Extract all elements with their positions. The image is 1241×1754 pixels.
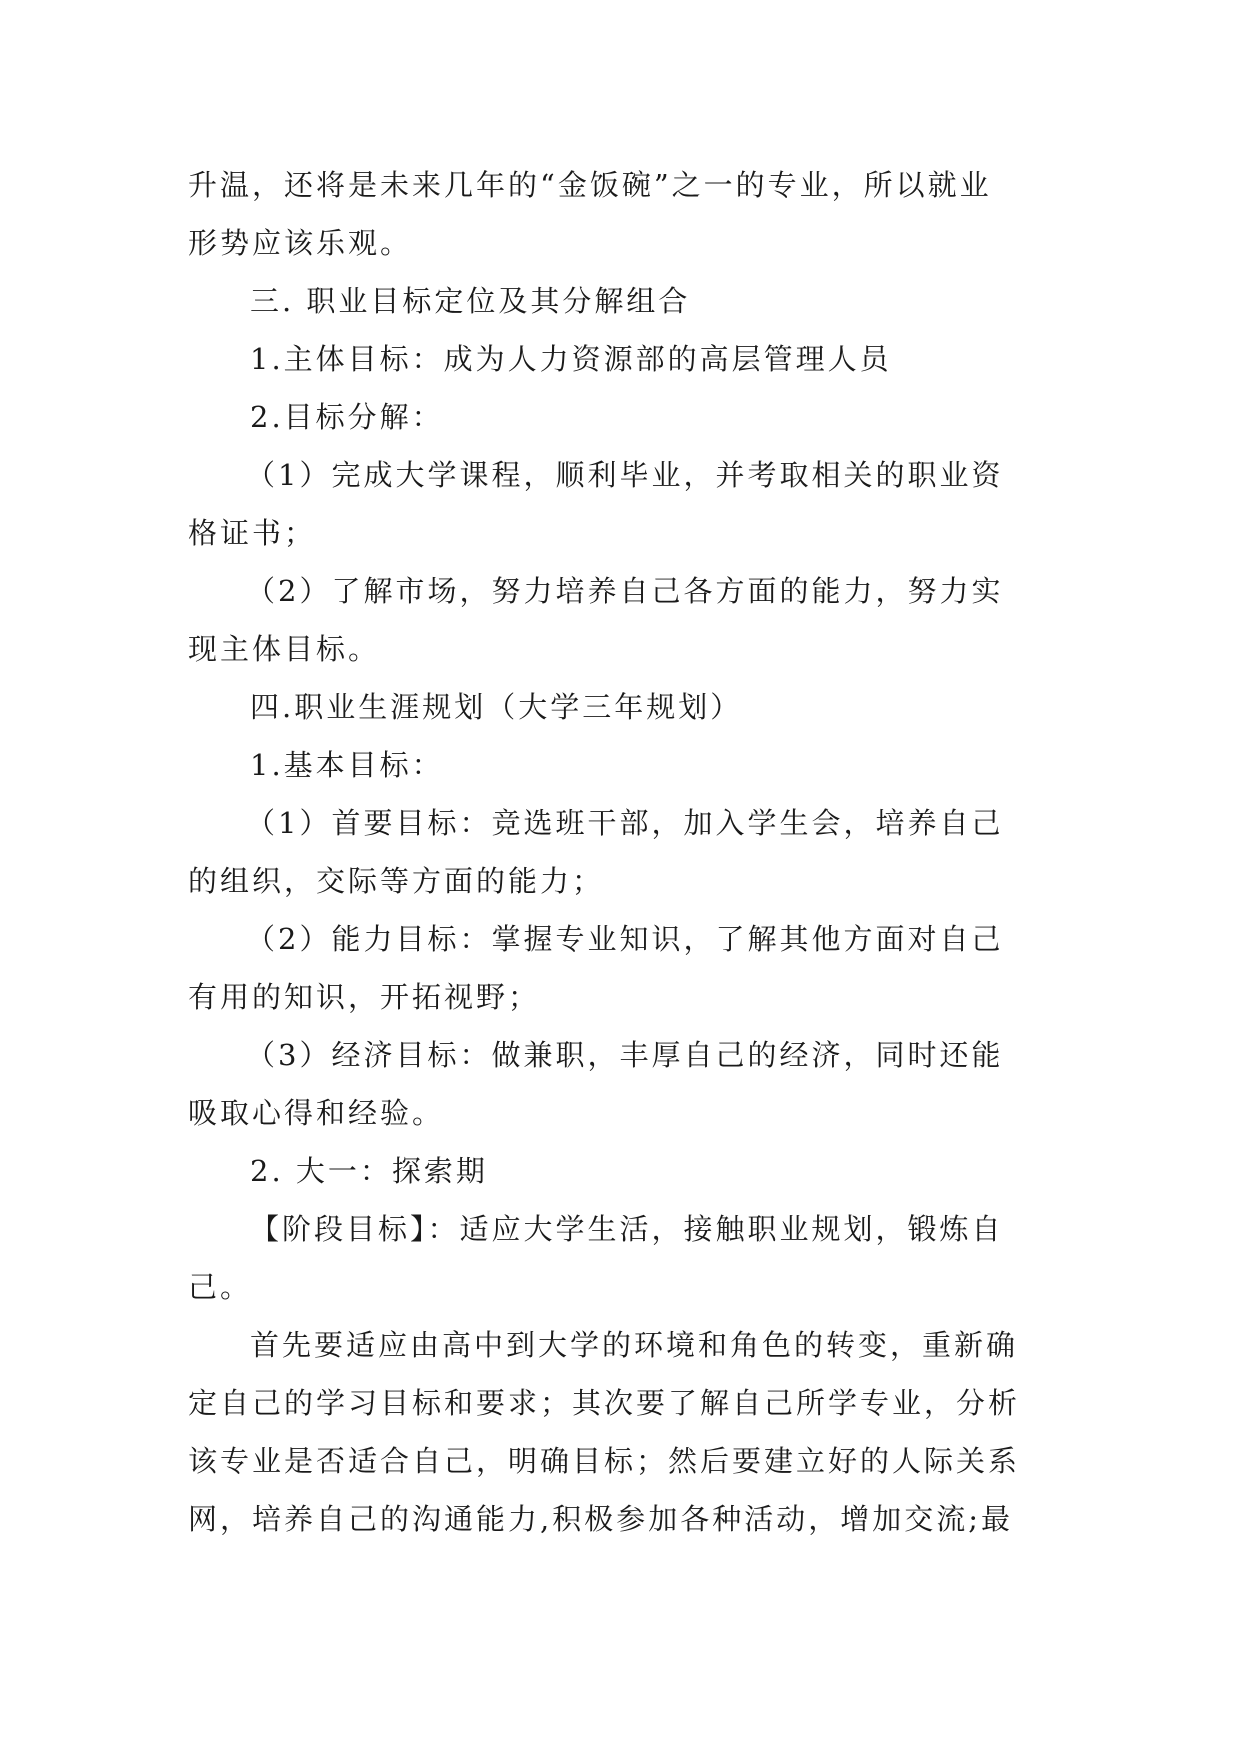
document-body [188, 156, 1050, 1548]
text-line: 【阶段目标】：适应大学生活，接触职业规划，锻炼自 [250, 1212, 1004, 1246]
section-heading: 四.职业生涯规划（大学三年规划） [250, 690, 743, 724]
text-line: 有用的知识，开拓视野； [188, 980, 541, 1014]
text-line: 网，培养自己的沟通能力,积极参加各种活动，增加交流;最 [188, 1502, 1013, 1536]
text-line: 己。 [188, 1270, 253, 1304]
list-item: （2）能力目标：掌握专业知识，了解其他方面对自己 [246, 922, 1004, 956]
text-line: 的组织，交际等方面的能力； [188, 864, 605, 898]
section-heading: 三. 职业目标定位及其分解组合 [250, 284, 691, 318]
text-line: 1.主体目标：成为人力资源部的高层管理人员 [250, 342, 892, 376]
text-line: 该专业是否适合自己，明确目标；然后要建立好的人际关系 [188, 1444, 1021, 1478]
text-line: 格证书； [188, 516, 317, 550]
text-line: 现主体目标。 [188, 632, 381, 666]
subsection-heading: 2. 大一：探索期 [250, 1154, 488, 1188]
list-item: （1）首要目标：竞选班干部，加入学生会，培养自己 [246, 806, 1004, 840]
text-line: 升温，还将是未来几年的“金饭碗”之一的专业，所以就业 [188, 168, 992, 202]
text-line: 吸取心得和经验。 [188, 1096, 445, 1130]
text-line: 形势应该乐观。 [188, 226, 413, 260]
text-line: 2.目标分解： [250, 400, 444, 434]
text-line: 定自己的学习目标和要求；其次要了解自己所学专业，分析 [188, 1386, 1021, 1420]
text-line: 1.基本目标： [250, 748, 444, 782]
list-item: （2）了解市场，努力培养自己各方面的能力，努力实 [246, 574, 1004, 608]
list-item: （3）经济目标：做兼职，丰厚自己的经济，同时还能 [246, 1038, 1004, 1072]
list-item: （1）完成大学课程，顺利毕业，并考取相关的职业资 [246, 458, 1004, 492]
text-line: 首先要适应由高中到大学的环境和角色的转变，重新确 [250, 1328, 1019, 1362]
